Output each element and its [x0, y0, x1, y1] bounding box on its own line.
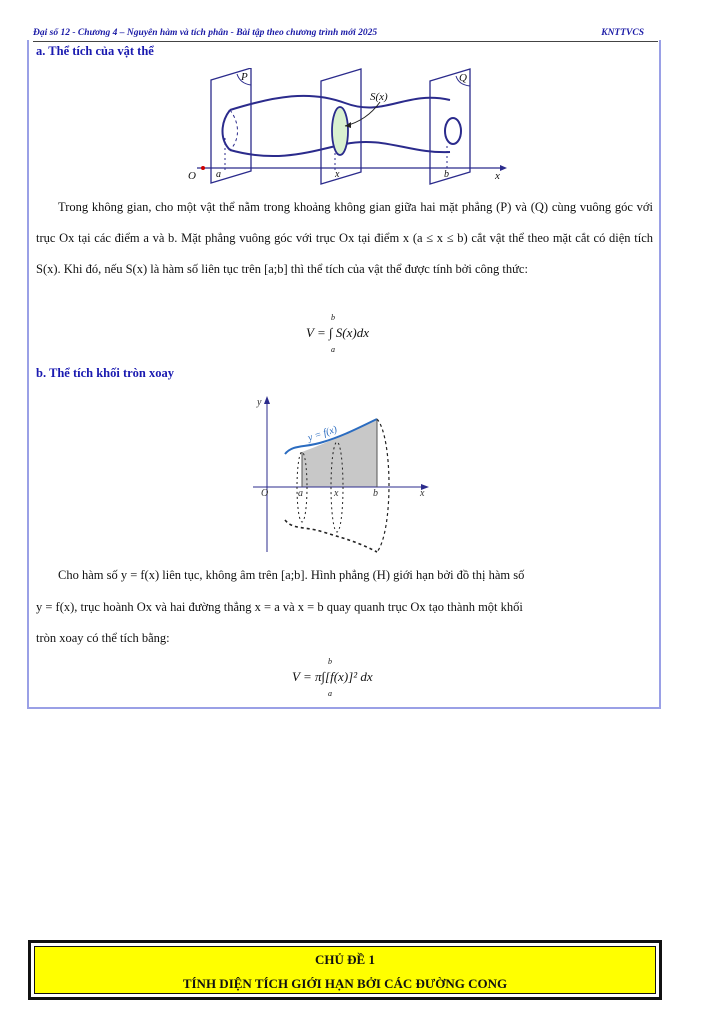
section-b-line3: tròn xoay có thể tích bằng:	[36, 631, 170, 645]
solid-volume-figure	[185, 68, 510, 186]
label-a: a	[216, 169, 221, 180]
section-b-title: b. Thể tích khối tròn xoay	[36, 366, 174, 380]
label-axis-b: x	[420, 488, 425, 499]
cross-section	[332, 107, 348, 155]
label-axis: x	[495, 170, 500, 182]
section-a-title: a. Thể tích của vật thể	[36, 44, 154, 58]
label-x: x	[335, 169, 340, 180]
section-b-line1: Cho hàm số y = f(x) liên tục, không âm trên [a;b]. Hình phẳng (H) giới hạn bởi đồ thị hàm số	[58, 568, 525, 582]
plane-p	[211, 68, 251, 183]
topic-banner	[28, 940, 662, 1000]
label-x-b: x	[334, 488, 339, 499]
header-title: Đại số 12 - Chương 4 – Nguyên hàm và tích phân - Bài tập theo chương trình mới 2025	[33, 28, 378, 38]
label-b: b	[444, 169, 449, 180]
label-b-b: b	[373, 488, 378, 499]
header-tag: KNTTVCS	[601, 28, 644, 38]
section-b-formula: b V = π∫[f(x)]² dx a	[292, 657, 373, 698]
label-s: S(x)	[370, 91, 388, 103]
label-o: O	[188, 170, 196, 182]
label-a-b: a	[298, 488, 303, 499]
label-curve: y = f(x)	[306, 424, 339, 444]
banner-topic-number: CHỦ ĐỀ 1	[315, 952, 375, 967]
label-o-b: O	[261, 488, 269, 499]
section-a-formula: b V = ∫ S(x)dx a	[306, 313, 369, 354]
label-y: y	[257, 397, 262, 408]
banner-topic-title: TÍNH DIỆN TÍCH GIỚI HẠN BỞI CÁC ĐƯỜNG CONG	[182, 976, 508, 991]
plane-q	[430, 69, 470, 184]
shaded-region	[302, 419, 377, 487]
label-q: Q	[459, 72, 467, 84]
section-b-line2: y = f(x), trục hoành Ox và hai đường thẳng x = a và x = b quay quanh trục Ox tạo thành một khối	[36, 600, 523, 614]
revolution-figure	[243, 392, 433, 554]
label-p: P	[241, 71, 248, 83]
section-a-paragraph: Trong không gian, cho một vật thể nằm trong khoảng không gian giữa hai mặt phẳng (P) và (Q) cùng vuông góc với trục Ox tại các điểm a và b. Mặt phẳng vuông góc với trục Ox tại điểm x (a ≤ x ≤ b) cắt vật thể theo mặt cắt có diện tích S(x). Khi đó, nếu S(x) là hàm số liên tục trên [a;b] thì thể tích của vật thể được tính bởi công thức:	[36, 200, 653, 276]
